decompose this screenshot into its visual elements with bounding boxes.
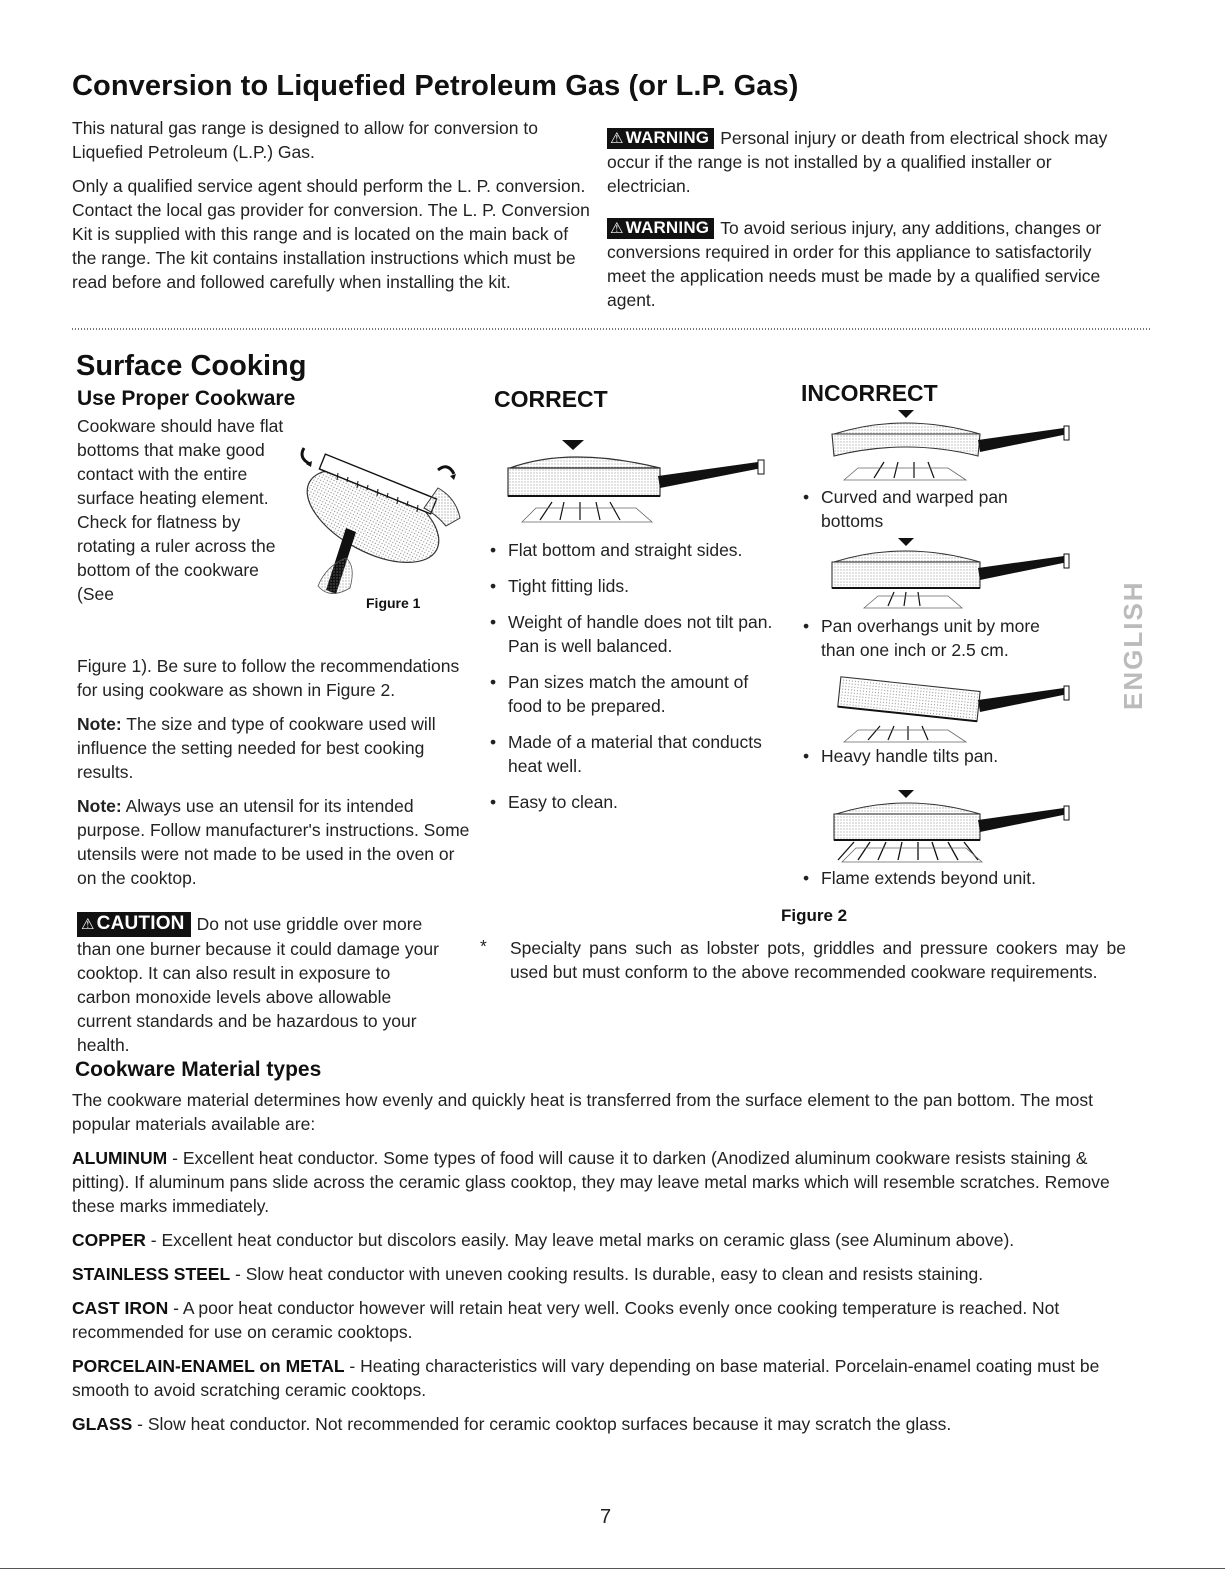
caution-badge: ⚠ CAUTION	[77, 912, 191, 937]
material-porcelain-enamel: PORCELAIN-ENAMEL on METAL - Heating characteristics will vary depending on base material. Porcelain-enamel coating must be smooth to avoid scratching ceramic cooktops.	[72, 1356, 1100, 1400]
incorrect-pan-curved-illustration	[828, 408, 1080, 484]
surface-left-column	[77, 654, 477, 1057]
material-stainless-steel: STAINLESS STEEL - Slow heat conductor with uneven cooking results. Is durable, easy to clean and resists staining.	[72, 1264, 984, 1284]
list-item: • Tight fitting lids.	[490, 574, 780, 598]
material-aluminum: ALUMINUM - Excellent heat conductor. Some types of food will cause it to darken (Anodized aluminum cookware resists staining & pitting). If aluminum pans slide across the ceramic glass cooktop, they may leave metal marks which will resemble scratches. Remove these marks immediately.	[72, 1148, 1110, 1216]
warning-badge: ⚠ WARNING	[607, 218, 714, 239]
note-2: Note: Always use an utensil for its intended purpose. Follow manufacturer's instructions. Some utensils were not made to be used in the oven or on the cooktop.	[77, 796, 470, 888]
list-item: • Easy to clean.	[490, 790, 780, 814]
incorrect-item-2	[803, 614, 1073, 674]
lp-warnings	[607, 126, 1127, 312]
lp-left-text	[72, 116, 592, 294]
figure-1-illustration	[288, 436, 468, 616]
surface-title: Surface Cooking	[76, 350, 307, 382]
incorrect-item-4	[803, 866, 1073, 902]
surface-subtitle: Use Proper Cookware	[77, 387, 296, 410]
surface-intro-cont: Figure 1). Be sure to follow the recommendations for using cookware as shown in Figure 2.	[77, 656, 460, 700]
correct-list	[490, 538, 780, 826]
warning-triangle-icon: ⚠	[610, 220, 624, 237]
page-number: 7	[600, 1506, 612, 1528]
specialty-note: Specialty pans such as lobster pots, griddles and pressure cookers may be used but must conform to the above recommended cookware requirements.	[510, 938, 1126, 982]
figure-2-caption: Figure 2	[781, 906, 848, 925]
list-item: • Pan sizes match the amount of food to be prepared.	[490, 670, 780, 718]
list-item: • Pan overhangs unit by more than one inch or 2.5 cm.	[803, 614, 1073, 662]
section-divider	[72, 328, 1152, 330]
materials-title: Cookware Material types	[75, 1058, 322, 1081]
surface-intro-narrow	[77, 414, 287, 606]
materials-intro: The cookware material determines how evenly and quickly heat is transferred from the surface element to the pan bottom. The most popular materials available are:	[72, 1090, 1094, 1134]
correct-pan-illustration	[500, 430, 780, 530]
incorrect-heading: INCORRECT	[801, 380, 938, 406]
material-glass: GLASS - Slow heat conductor. Not recommended for ceramic cooktop surfaces because it may scratch the glass.	[72, 1414, 952, 1434]
incorrect-pan-tilted-illustration	[828, 668, 1080, 744]
materials-section	[72, 1088, 1122, 1446]
material-copper: COPPER - Excellent heat conductor but discolors easily. May leave metal marks on ceramic glass (see Aluminum above).	[72, 1230, 1015, 1250]
list-item: • Made of a material that conducts heat well.	[490, 730, 780, 778]
incorrect-item-3	[803, 744, 1073, 780]
warning-1: ⚠ WARNING Personal injury or death from electrical shock may occur if the range is not installed by a qualified installer or electrician.	[607, 128, 1108, 196]
list-item: • Curved and warped pan bottoms	[803, 485, 1073, 533]
page-bottom-border	[0, 1568, 1225, 1569]
caution-text: ⚠ CAUTION Do not use griddle over more than one burner because it could damage your cooktop. It can also result in exposure to carbon monoxide levels above allowable current standards and be hazardous to your health.	[77, 913, 439, 1055]
figure-1-caption: Figure 1	[366, 595, 421, 611]
note-1: Note: The size and type of cookware used will influence the setting needed for best cooking results.	[77, 714, 436, 782]
list-item: • Flat bottom and straight sides.	[490, 538, 780, 562]
list-item: • Weight of handle does not tilt pan. Pan is well balanced.	[490, 610, 780, 658]
correct-heading: CORRECT	[494, 386, 608, 412]
lp-para-2: Only a qualified service agent should perform the L. P. conversion. Contact the local gas provider for conversion. The L. P. Conversion Kit is supplied with this range and is located on the main back of the range. The kit contains installation instructions which must be read before and followed carefully when installing the kit.	[72, 176, 590, 292]
lp-title: Conversion to Liquefied Petroleum Gas (or L.P. Gas)	[72, 70, 799, 102]
list-item: • Flame extends beyond unit.	[803, 866, 1073, 890]
specialty-asterisk: *	[480, 936, 487, 956]
warning-badge: ⚠ WARNING	[607, 128, 714, 149]
caution-triangle-icon: ⚠	[81, 916, 95, 933]
list-item: • Heavy handle tilts pan.	[803, 744, 1073, 768]
warning-2: ⚠ WARNING To avoid serious injury, any additions, changes or conversions required in order for this appliance to satisfactorily meet the application needs must be made by a qualified service agent.	[607, 218, 1102, 310]
warning-triangle-icon: ⚠	[610, 130, 624, 147]
material-cast-iron: CAST IRON - A poor heat conductor however will retain heat very well. Cooks evenly once cooking temperature is reached. Not recommended for use on ceramic cooktops.	[72, 1298, 1060, 1342]
surface-intro-part: Cookware should have flat bottoms that make good contact with the entire surface heating element. Check for flatness by rotating a ruler across the bottom of the cookware (See	[77, 416, 284, 604]
incorrect-pan-overhang-illustration	[828, 536, 1080, 612]
side-language-tab: ENGLISH	[1118, 580, 1148, 710]
lp-para-1: This natural gas range is designed to allow for conversion to Liquefied Petroleum (L.P.) Gas.	[72, 118, 538, 162]
incorrect-pan-flame-illustration	[828, 786, 1080, 866]
